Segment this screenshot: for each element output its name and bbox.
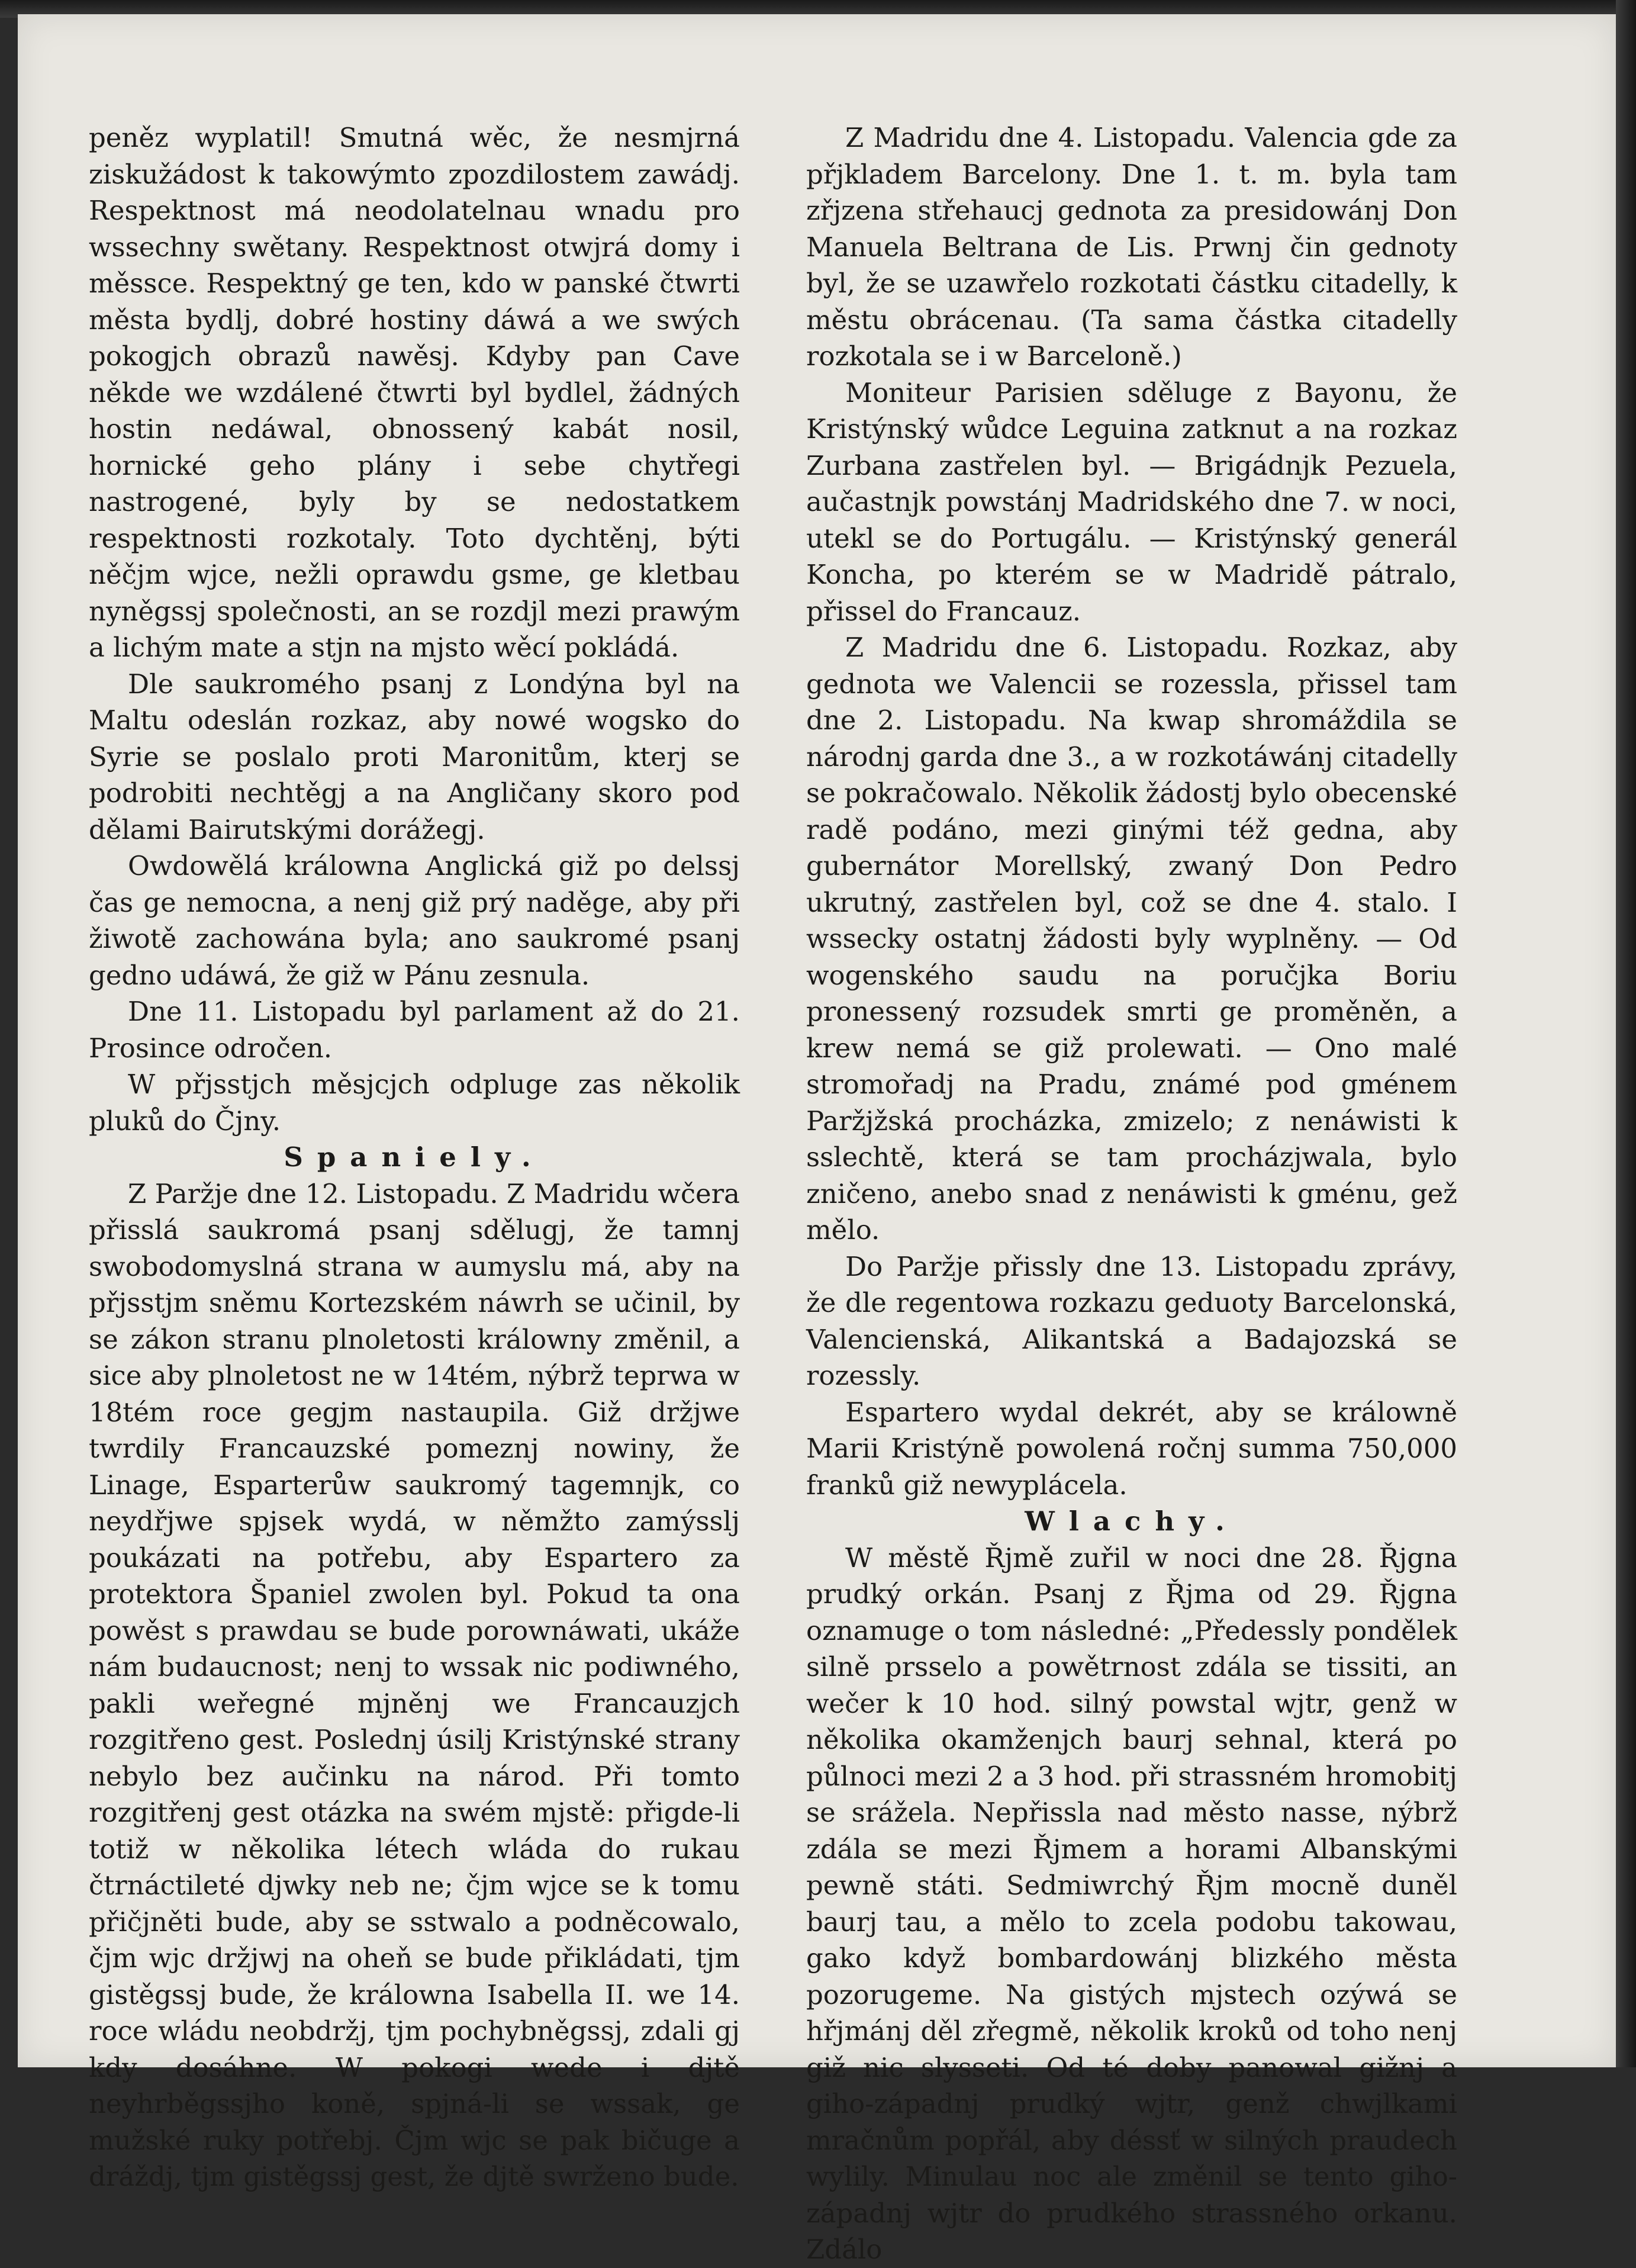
newspaper-page bbox=[18, 14, 1616, 2265]
paragraph-espartero-decree: Espartero wydal dekrét, aby se králowně Marii Kristýně powolená ročnj summa 750,000 franků giž newyplácela. bbox=[806, 1396, 1457, 1501]
paragraph-regiments-china: W přjsstjch měsjcjch odpluge zas několik pluků do Čjny. bbox=[89, 1069, 740, 1137]
paragraph-paris-12-november: Z Paržje dne 12. Listopadu. Z Madridu wčera přisslá saukromá psanj sdělugj, že tamnj swobodomyslná strana w aumyslu má, aby na přjsstjm sněmu Kortezském náwrh se učinil, by se zákon stranu plnoletosti králowny změnil, a sice aby plnoletost ne w 14tém, nýbrž teprwa w 18tém roce gegjm nastaupila. Giž držjwe twrdily Francauzské pomeznj nowiny, že Linage, Esparterůw saukromý tagemnjk, co neydřjwe spjsek wydá, w němžto zamýsslj poukázati na potřebu, aby Espartero za protektora Španiel zwolen byl. Pokud ta ona powěst s prawdau se bude porownáwati, ukáže nám budaucnost; nenj to wssak nic podiwného, pakli weřegné mjněnj we Francauzjch rozgitřeno gest. Poslednj úsilj Kristýnské strany nebylo bez aučinku na národ. Při tomto rozgitřenj gest otázka na swém mjstě: přigde-li totiž w několika létech wláda do rukau čtrnáctileté djwky neb ne; čjm wjce se k tomu přičjněti bude, aby se sstwalo a podněcowalo, čjm wjc držjwj na oheň se bude přikládati, tjm gistěgssj bude, že králowna Isabella II. we 14. roce wládu neobdržj, tjm pochybněgssj, zdali gj kdy dosáhne. W pokogi wede i djtě neyhrběgssjho koně, spjná-li se wssak, ge mužské ruky potřebj. Čjm wjc se pak bičuge a dráždj, tjm gistěgssj gest, že djtě swrženo bude. bbox=[89, 1178, 740, 2192]
right-column bbox=[806, 120, 1457, 2265]
section-title-italy: Wlachy. bbox=[1025, 1505, 1239, 1537]
left-column bbox=[89, 120, 740, 2192]
paragraph-widowed-queen: Owdowělá králowna Anglická giž po delssj čas ge nemocna, a nenj giž prý naděge, aby při žiwotě zachowána byla; ano saukromé psanj gedno udáwá, že giž w Pánu zesnula. bbox=[89, 850, 740, 991]
paragraph-malta-order: Dle saukromého psanj z Londýna byl na Maltu odeslán rozkaz, aby nowé wogsko do Syrie se poslalo proti Maronitům, kterj se podrobiti nechtěgj a na Angličany skoro pod dělami Bairutskými dorážegj. bbox=[89, 668, 740, 845]
paragraph-parliament-adjourned: Dne 11. Listopadu byl parlament až do 21. Prosince odročen. bbox=[89, 996, 740, 1064]
paragraph-paris-13-november: Do Paržje přissly dne 13. Listopadu zprávy, že dle regentowa rozkazu geduoty Barcelonská, Valencienská, Alikantská a Badajozská se rozessly. bbox=[806, 1250, 1457, 1391]
paragraph-moniteur-parisien: Moniteur Parisien sděluge z Bayonu, že Kristýnský wůdce Leguina zatknut a na rozkaz Zurbana zastřelen byl. — Brigádnjk Pezuela, aučastnjk powstánj Madridského dne 7. w noci, utekl se do Portugálu. — Kristýnský generál Koncha, po kterém se w Madridě pátralo, přissel do Francauz. bbox=[806, 377, 1457, 627]
scan-border-right bbox=[1616, 0, 1636, 2067]
paragraph-madrid-6-november: Z Madridu dne 6. Listopadu. Rozkaz, aby gednota we Valencii se rozessla, přissel tam dne 2. Listopadu. Na kwap shromáždila se národnj garda dne 3., a w rozkotáwánj citadelly se pokračowalo. Několik žádostj bylo obecenské radě podáno, mezi ginými též gedna, aby gubernátor Morellský, zwaný Don Pedro ukrutný, zastřelen byl, což se dne 4. stalo. I wssecky ostatnj žádosti byly wyplněny. — Od wogenského saudu na poručjka Boriu pronessený rozsudek smrti ge proměněn, a krew nemá se giž prolewati. — Ono malé stromořadj na Pradu, známé pod gménem Paržjžská procházka, zmizelo; z nenáwisti k sslechtě, která se tam procházjwala, bylo zničeno, anebo snad z nenáwisti k gménu, gež mělo. bbox=[806, 632, 1457, 1246]
paragraph-cave-respectability: peněz wyplatil! Smutná wěc, že nesmjrná ziskužádost k takowýmto zpozdilostem zawádj. Respektnost má neodolatelnau wnadu pro wssechny swětany. Respektnost otwjrá domy i měssce. Respektný ge ten, kdo w panské čtwrti města bydlj, dobré hostiny dáwá a we swých pokogjch obrazů nawěsj. Kdyby pan Cave někde we wzdálené čtwrti byl bydlel, žádných hostin nedáwal, obnossený kabát nosil, hornické geho plány i sebe chytřegi nastrogené, byly by se nedostatkem respektnosti rozkotaly. Toto dychtěnj, býti něčjm wjce, nežli oprawdu gsme, ge kletbau nyněgssj společnosti, an se rozdjl mezi prawým a lichým mate a stjn na mjsto wěcí pokládá. bbox=[89, 122, 740, 663]
section-title-spain: Spaniely. bbox=[284, 1141, 545, 1173]
paragraph-rome-storm: W městě Řjmě zuřil w noci dne 28. Řjgna prudký orkán. Psanj z Řjma od 29. Řjgna oznamuge o tom následné: „Předessly pondělek silně prsselo a powětrnost zdála se tissiti, an wečer k 10 hod. silný powstal wjtr, genž w několika okamženjch baurj sehnal, která po půlnoci mezi 2 a 3 hod. při strassném hromobitj se srážela. Nepřissla nad město nasse, nýbrž zdála se mezi Řjmem a horami Albanskými pewně státi. Sedmiwrchý Řjm mocně duněl baurj tau, a mělo to zcela podobu takowau, gako když bombardowánj blizkého města pozorugeme. Na gistých mjstech ozýwá se hřjmánj děl zřegmě, několik kroků od toho nenj giž nic slysseti. Od té doby panowal gižnj a giho-západnj prudký wjtr, genž chwjlkami mračnům popřál, aby déssť w silných praudech wylily. Minulau noc ale změnil se tento giho-západnj wjtr do prudkého strassného orkanu. Zdálo bbox=[806, 1542, 1457, 2265]
paragraph-madrid-4-november: Z Madridu dne 4. Listopadu. Valencia gde za přjkladem Barcelony. Dne 1. t. m. byla tam zřjzena střehaucj gednota za presidowánj Don Manuela Beltrana de Lis. Prwnj čin gednoty byl, že se uzawřelo rozkotati částku citadelly, k městu obrácenau. (Ta sama částka citadelly rozkotala se i w Barceloně.) bbox=[806, 122, 1457, 372]
